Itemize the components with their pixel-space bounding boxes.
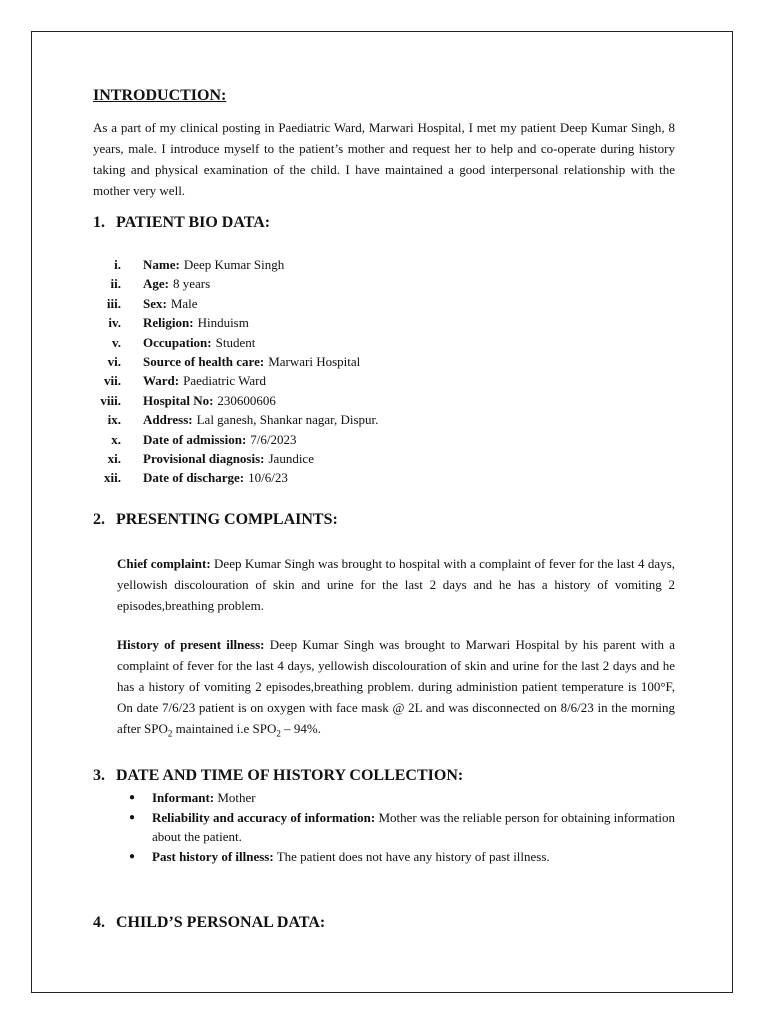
section-4-title: CHILD’S PERSONAL DATA: <box>116 914 326 932</box>
section-3-heading <box>93 766 675 786</box>
section-1-title: PATIENT BIO DATA: <box>116 214 271 231</box>
list-item <box>129 808 675 847</box>
field-label: Religion: <box>143 315 194 331</box>
introduction-heading: INTRODUCTION: <box>93 87 227 104</box>
field-value: 7/6/2023 <box>250 431 297 447</box>
document-content <box>93 86 675 933</box>
introduction-paragraph: As a part of my clinical posting in Paediatric Ward, Marwari Hospital, I met my patient Deep Kumar Singh, 8 years, male. I introduce myself to the patient’s mother and request her to help and co-operate during history taking and physical examination of the child. I have maintained a good interpersonal relationship with the mother very well. <box>93 120 675 198</box>
bio-data-item <box>93 294 675 313</box>
field-label: Hospital No: <box>143 392 214 408</box>
item-text: The patient does not have any history of past illness. <box>276 848 550 864</box>
field-label: Ward: <box>143 373 180 389</box>
bio-data-item <box>93 430 675 449</box>
item-text: Mother was the reliable person for obtaining information about the patient. <box>152 809 675 845</box>
item-label: Reliability and accuracy of information: <box>152 809 376 825</box>
list-numeral: viii. <box>100 392 121 408</box>
field-value: Marwari Hospital <box>268 353 361 369</box>
bullet-icon: ● <box>129 850 136 862</box>
history-present-illness-text: Deep Kumar Singh was brought to Marwari Hospital by his parent with a complaint of fever for the last 4 days, yellowish discolouration of skin and urine for the last 2 days and he has a history of vomiting 2 episodes,breathing problem. during administion patient temperature is 100°F, On date 7/6/23 patient is on oxygen with face mask @ 2L and was disconnected on 8/6/23 in the morning after SPO <box>117 636 676 736</box>
field-label: Provisional diagnosis: <box>143 450 265 466</box>
bio-data-item <box>93 274 675 293</box>
bio-data-list <box>93 255 675 488</box>
field-value: 8 years <box>173 276 211 292</box>
chief-complaint-text: Deep Kumar Singh was brought to hospital with a complaint of fever for the last 4 days, yellowish discolouration of skin and urine for the last 2 days and he has a history of vomiting 2 episodes,breathing problem. <box>117 555 676 613</box>
section-3-number: 3. <box>93 767 105 785</box>
field-label: Date of admission: <box>143 431 247 447</box>
list-numeral: iv. <box>108 315 121 331</box>
bio-data-item <box>93 449 675 468</box>
field-value: Jaundice <box>268 450 314 466</box>
section-2-number: 2. <box>93 510 105 528</box>
section-1-heading <box>93 213 675 233</box>
field-label: Age: <box>143 276 169 292</box>
field-label: Sex: <box>143 295 167 311</box>
section-1-number: 1. <box>93 214 105 231</box>
field-value: Lal ganesh, Shankar nagar, Dispur. <box>196 412 379 428</box>
bio-data-item <box>93 468 675 487</box>
bio-data-item <box>93 391 675 410</box>
list-numeral: vii. <box>104 373 121 389</box>
list-numeral: xi. <box>107 450 121 466</box>
section-3-title: DATE AND TIME OF HISTORY COLLECTION: <box>116 767 464 785</box>
field-value: 230600606 <box>217 392 276 408</box>
list-numeral: vi. <box>107 353 121 369</box>
field-value: Hinduism <box>197 315 249 331</box>
bullet-icon: ● <box>129 792 136 804</box>
field-value: 10/6/23 <box>248 470 288 486</box>
history-present-illness-mid: maintained i.e SPO <box>172 720 277 736</box>
field-value: Deep Kumar Singh <box>183 257 285 272</box>
list-numeral: v. <box>111 334 121 350</box>
field-label: Name: <box>143 257 180 272</box>
list-numeral: ix. <box>107 412 121 428</box>
history-collection-list <box>129 788 675 866</box>
field-label: Source of health care: <box>143 353 265 369</box>
list-numeral: xii. <box>104 470 121 486</box>
chief-complaint-label: Chief complaint: <box>117 555 211 571</box>
chief-complaint-paragraph <box>117 553 675 616</box>
field-value: Student <box>215 334 256 350</box>
bio-data-item <box>93 371 675 390</box>
field-value: Male <box>170 295 198 311</box>
field-label: Date of discharge: <box>143 470 245 486</box>
item-label: Informant: <box>152 790 215 806</box>
list-item <box>129 788 675 808</box>
bio-data-item <box>93 255 675 274</box>
bio-data-item <box>93 410 675 429</box>
section-4-heading <box>93 913 675 933</box>
subscript-2: 2 <box>276 728 281 739</box>
bio-data-item <box>93 352 675 371</box>
history-present-illness-paragraph <box>117 634 675 745</box>
list-numeral: x. <box>111 431 121 447</box>
section-4-number: 4. <box>93 914 105 932</box>
item-label: Past history of illness: <box>152 848 274 864</box>
item-text: Mother <box>217 790 256 806</box>
section-2-title: PRESENTING COMPLAINTS: <box>116 510 338 528</box>
list-item <box>129 847 675 867</box>
list-numeral: iii. <box>106 295 121 311</box>
bio-data-item <box>93 333 675 352</box>
list-numeral: ii. <box>110 276 121 292</box>
field-label: Occupation: <box>143 334 212 350</box>
subscript-2: 2 <box>167 728 173 739</box>
bio-data-item <box>93 313 675 332</box>
list-numeral: i. <box>114 257 121 272</box>
section-2-heading <box>93 510 675 530</box>
history-present-illness-end: – 94%. <box>280 720 322 736</box>
bullet-icon: ● <box>129 811 136 823</box>
field-value: Paediatric Ward <box>183 373 266 389</box>
history-present-illness-label: History of present illness: <box>117 636 265 652</box>
field-label: Address: <box>143 412 193 428</box>
